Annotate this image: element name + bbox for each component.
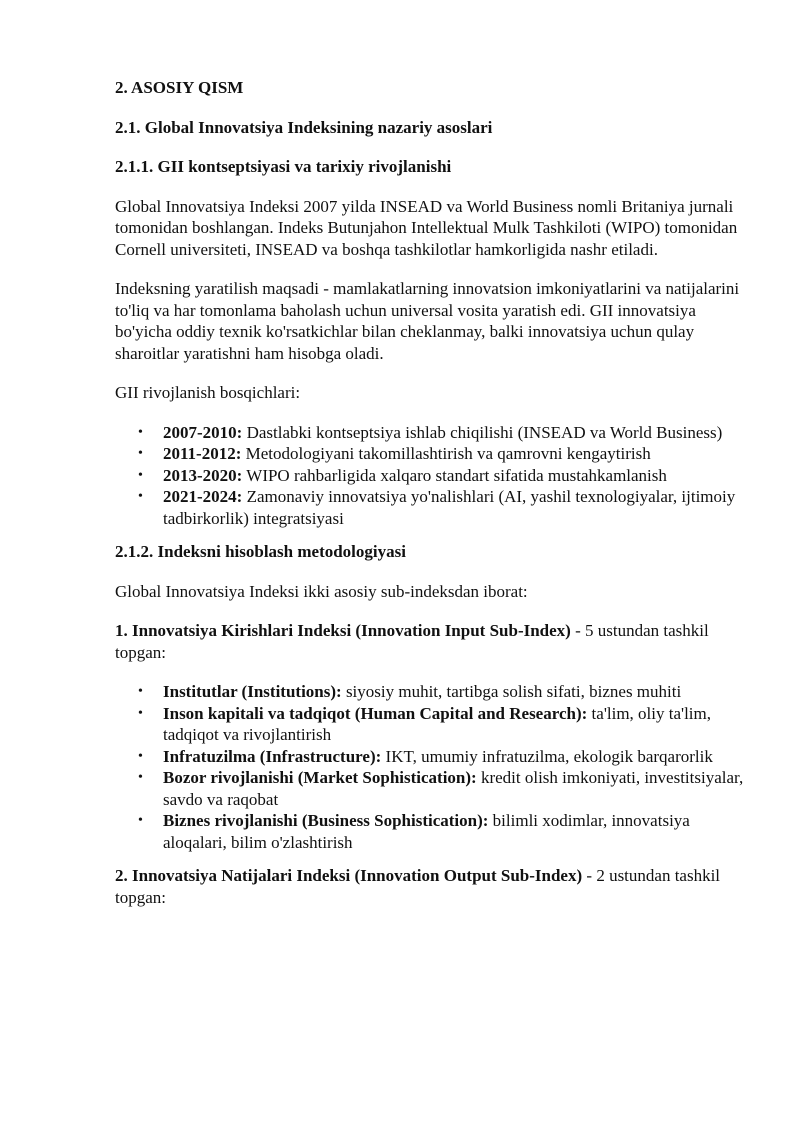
pillar-description: siyosiy muhit, tartibga solish sifati, biznes muhiti [341, 682, 682, 701]
stage-description: Zamonaviy innovatsiya yo'nalishlari (AI, yashil texnologiyalar, ijtimoiy tadbirkorlik) integratsiyasi [163, 487, 736, 528]
bullet-icon: • [138, 424, 143, 440]
bullet-icon: • [138, 467, 143, 483]
stage-period: 2021-2024: [163, 487, 243, 506]
bullet-icon: • [138, 684, 143, 699]
list-item [138, 422, 745, 444]
bullet-icon: • [138, 446, 143, 461]
list-item [138, 486, 745, 529]
document-page [115, 77, 745, 926]
paragraph-gii-origin: Global Innovatsiya Indeksi 2007 yilda INSEAD va World Business nomli Britaniya jurnali tomonidan boshlangan. Indeks Butunjahon Intellektual Mulk Tashkiloti (WIPO) tomonidan Cornell universiteti, INSEAD va boshqa tashkilotlar hamkorligida nashr etiladi. [115, 196, 738, 259]
stages-list [115, 422, 745, 530]
bullet-icon: • [138, 770, 143, 785]
input-subindex-heading [115, 620, 745, 663]
pillar-description: bilimli xodimlar, innovatsiya aloqalari, bilim o'zlashtirish [163, 811, 690, 852]
list-item [138, 703, 745, 746]
list-item [138, 465, 745, 487]
pillar-name: Biznes rivojlanishi (Business Sophistication): [163, 811, 489, 830]
paragraph-subindex-intro: Global Innovatsiya Indeksi ikki asosiy sub-indeksdan iborat: [115, 581, 528, 601]
section-heading-main: 2. ASOSIY QISM [115, 78, 244, 97]
stage-description: Metodologiyani takomillashtirish va qamrovni kengaytirish [241, 444, 651, 463]
pillar-name: Institutlar (Institutions): [163, 682, 342, 701]
stage-period: 2013-2020: [163, 465, 243, 485]
input-subindex-title: 1. Innovatsiya Kirishlari Indeksi (Innovation Input Sub-Index) [115, 621, 571, 640]
output-subindex-title: 2. Innovatsiya Natijalari Indeksi (Innovation Output Sub-Index) [115, 866, 583, 885]
output-subindex-heading [115, 865, 745, 908]
pillar-description: IKT, umumiy infratuzilma, ekologik barqarorlik [381, 746, 713, 766]
list-item [138, 746, 745, 768]
stage-description: WIPO rahbarligida xalqaro standart sifatida mustahkamlanish [242, 465, 667, 485]
pillar-name: Inson kapitali va tadqiqot (Human Capital and Research): [163, 703, 588, 723]
paragraph-stages-intro: GII rivojlanish bosqichlari: [115, 383, 301, 402]
pillar-description: kredit olish imkoniyati, investitsiyalar, savdo va raqobat [163, 768, 744, 809]
bullet-icon: • [138, 748, 143, 764]
pillar-name: Infratuzilma (Infrastructure): [163, 746, 382, 766]
stage-description: Dastlabki kontseptsiya ishlab chiqilishi (INSEAD va World Business) [242, 422, 723, 442]
output-subindex-note: - 2 ustundan tashkil topgan: [115, 866, 721, 907]
section-heading-2-1: 2.1. Global Innovatsiya Indeksining nazariy asoslari [115, 117, 493, 137]
pillar-name: Bozor rivojlanishi (Market Sophistication): [163, 768, 477, 787]
pillar-description: ta'lim, oliy ta'lim, tadqiqot va rivojlantirish [163, 703, 711, 744]
stage-period: 2011-2012: [163, 444, 242, 463]
section-heading-2-1-1: 2.1.1. GII kontseptsiyasi va tarixiy rivojlanishi [115, 157, 452, 176]
input-subindex-note: - 5 ustundan tashkil topgan: [115, 621, 709, 662]
paragraph-gii-purpose: Indeksning yaratilish maqsadi - mamlakatlarning innovatsion imkoniyatlarini va natijalarini to'liq va har tomonlama baholash uchun universal vosita yaratish edi. GII innovatsiya bo'yicha oddiy texnik ko'rsatkichlar bilan cheklanmay, balki innovatsiya uchun qulay sharoitlar yaratishni ham hisobga oladi. [115, 279, 740, 363]
bullet-icon: • [138, 489, 143, 504]
stage-period: 2007-2010: [163, 422, 243, 442]
list-item [138, 681, 745, 703]
section-heading-2-1-2: 2.1.2. Indeksni hisoblash metodologiyasi [115, 542, 406, 561]
list-item [138, 443, 745, 465]
bullet-icon: • [138, 813, 143, 828]
list-item [138, 767, 745, 810]
input-pillars-list [115, 681, 745, 853]
list-item [138, 810, 745, 853]
bullet-icon: • [138, 705, 143, 721]
